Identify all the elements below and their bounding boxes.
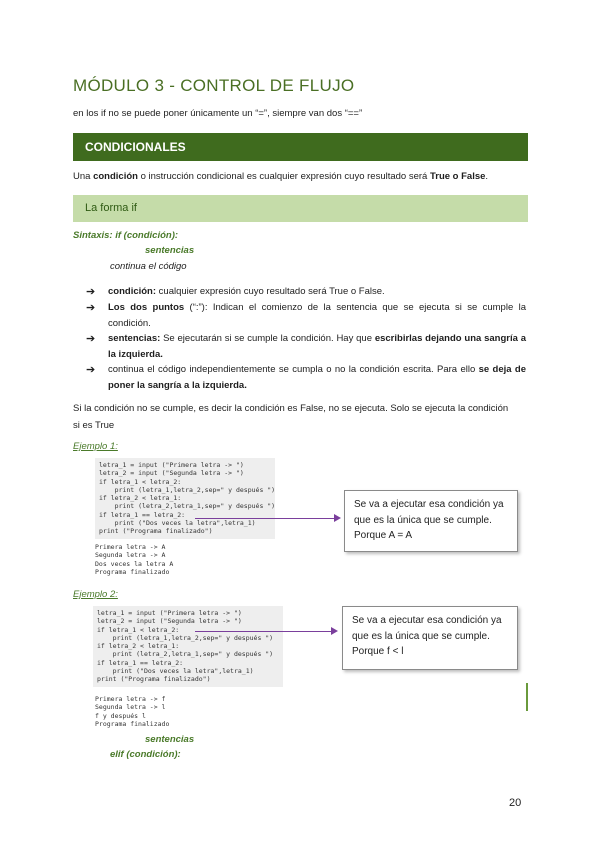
code-line: if letra_1 == letra_2:	[99, 510, 186, 519]
bullet-bold: condición:	[108, 286, 157, 297]
bullet-item	[86, 362, 526, 394]
output-line: Programa finalizado	[95, 567, 170, 576]
bullet-text: (“:”): Indican el comienzo de la sentencia que se ejecuta si se cumple la condición.	[108, 302, 526, 329]
code-line: if letra_1 == letra_2:	[97, 658, 184, 667]
code-line: letra_1 = input ("Primera letra -> ")	[99, 461, 244, 469]
code-block-2	[93, 606, 283, 687]
bullet-bold: sentencias:	[108, 333, 161, 344]
example-2-label: Ejemplo 2:	[73, 589, 118, 600]
intro-bold-2: True o False	[429, 171, 486, 182]
syntax-sentences: sentencias	[145, 245, 195, 256]
code-line: print (letra_2,letra_1,sep=" y después ")	[99, 502, 276, 511]
intro-paragraph	[73, 168, 488, 185]
section-header: CONDICIONALES	[73, 133, 528, 161]
paragraph-2	[73, 400, 528, 434]
code-line: letra_2 = input ("Segunda letra -> ")	[97, 617, 242, 626]
arrow-right-icon: ➔	[86, 286, 96, 298]
output-line: Primera letra -> A	[95, 543, 166, 551]
output-block-1	[95, 543, 173, 576]
code-line: if letra_1 < letra_2:	[97, 625, 180, 634]
code-line: print ("Programa finalizado")	[99, 527, 213, 536]
code-line: print ("Dos veces la letra",letra_1)	[97, 667, 254, 676]
bullet-bold-2: se deja de poner la sangría a la izquierda.	[108, 364, 526, 391]
output-line: Programa finalizado	[95, 719, 170, 728]
code-block-1	[95, 458, 275, 539]
intro-pre: Una	[73, 171, 94, 182]
bullet-item	[86, 331, 526, 363]
code-line: if letra_2 < letra_1:	[97, 642, 180, 651]
bullet-bold: Los dos puntos	[108, 302, 185, 313]
arrow-right-icon: ➔	[86, 333, 96, 345]
example-1-label: Ejemplo 1:	[73, 441, 118, 452]
output-line: Segunda letra -> A	[95, 551, 166, 560]
bullet-text: cualquier expresión cuyo resultado será True o False.	[156, 286, 385, 297]
output-line: Primera letra -> f	[95, 695, 166, 703]
bullet-text: Se ejecutarán si se cumple la condición. Hay que	[160, 333, 375, 344]
callout-box-2: Se va a ejecutar esa condición ya que es la única que se cumple. Porque f < l	[342, 606, 518, 670]
tail-sentences: sentencias	[145, 734, 195, 745]
callout-arrow-line	[195, 631, 332, 632]
arrow-right-icon: ➔	[86, 364, 96, 376]
code-line: print ("Programa finalizado")	[97, 675, 211, 684]
tail-elif: elif (condición):	[110, 749, 181, 760]
paragraph-2-line-2: si es True	[73, 420, 115, 431]
code-line: if letra_2 < letra_1:	[99, 494, 182, 503]
arrow-head-icon	[334, 514, 341, 522]
arrow-right-icon: ➔	[86, 302, 96, 314]
code-line: if letra_1 < letra_2:	[99, 477, 182, 486]
syntax-continue: continua el código	[110, 261, 187, 272]
intro-end: .	[485, 171, 489, 182]
bullet-item	[86, 300, 526, 332]
paragraph-2-line-1: Si la condición no se cumple, es decir la condición es False, no se ejecuta. Solo se ejecuta la condición	[73, 403, 509, 414]
code-line: letra_2 = input ("Segunda letra -> ")	[99, 469, 244, 478]
subsection-header: La forma if	[73, 195, 528, 222]
code-line: print (letra_1,letra_2,sep=" y después ")	[97, 633, 274, 642]
intro-mid: o instrucción condicional es cualquier expresión cuyo resultado será	[137, 171, 430, 182]
callout-arrow-line	[195, 518, 335, 519]
bullet-item	[86, 284, 526, 300]
code-line: letra_1 = input ("Primera letra -> ")	[97, 609, 242, 617]
code-line: print (letra_2,letra_1,sep=" y después ")	[97, 650, 274, 659]
output-line: f y después l	[95, 711, 146, 720]
note-text: en los if no se puede poner únicamente un “=”, siempre van dos “==”	[73, 108, 363, 119]
page-number: 20	[509, 797, 522, 809]
code-line: print ("Dos veces la letra",letra_1)	[99, 519, 256, 528]
arrow-head-icon	[331, 627, 338, 635]
bullet-bold-2: escribirlas dejando una sangría a la izquierda.	[108, 333, 526, 360]
output-line: Segunda letra -> l	[95, 703, 166, 712]
bullet-text: continua el código independientemente se cumpla o no la condición escrita. Para ello	[108, 364, 479, 375]
output-line: Dos veces la letra A	[95, 559, 174, 568]
syntax-label: Sintaxis: if (condición):	[73, 230, 179, 241]
vertical-divider	[526, 683, 528, 711]
callout-box-1: Se va a ejecutar esa condición ya que es la única que se cumple. Porque A = A	[344, 490, 518, 552]
output-block-2	[95, 695, 169, 728]
intro-bold-1: condición	[93, 171, 138, 182]
page-title: MÓDULO 3 - CONTROL DE FLUJO	[73, 76, 355, 95]
code-line: print (letra_1,letra_2,sep=" y después ")	[99, 485, 276, 494]
